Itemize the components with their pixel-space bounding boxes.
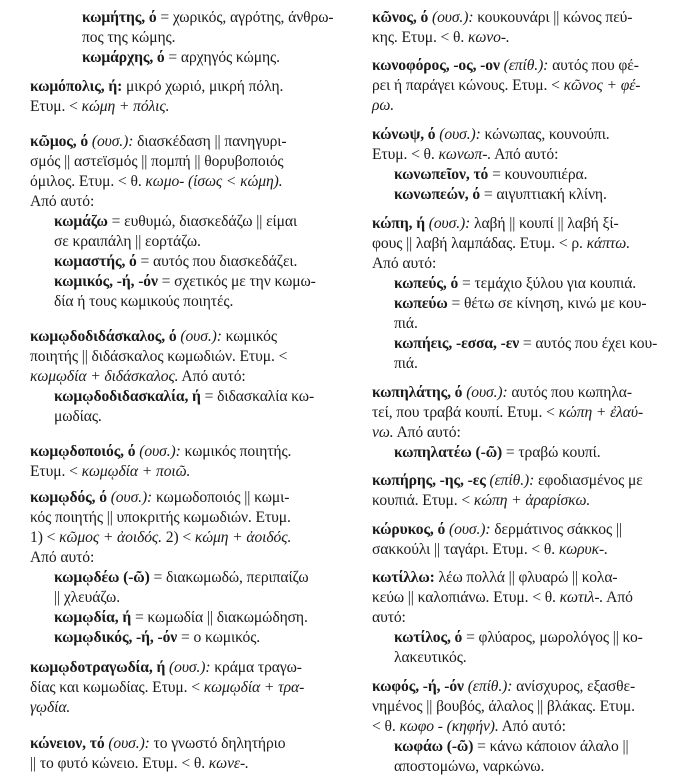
- entry-line: [54, 212, 297, 232]
- italic-text: νω.: [372, 424, 394, 441]
- definition-text: || χλευάζω.: [54, 589, 121, 606]
- definition-text: κωμικός: [221, 328, 277, 345]
- entry-line: [372, 96, 394, 116]
- definition-text: πιά.: [394, 315, 418, 332]
- definition-text: λακευτικός.: [394, 649, 467, 666]
- italic-text: κῶνος + φέ-: [563, 77, 641, 94]
- entry-line: [372, 677, 635, 697]
- definition-text: Ετυμ. <: [30, 98, 82, 115]
- entry-line: [394, 294, 646, 314]
- entry-line: [30, 488, 289, 508]
- headword: κωπήεις, -εσσα, -εν: [394, 335, 520, 352]
- headword: κωμῳδία, ή: [54, 609, 132, 626]
- headword: κωπήρης, -ης, -ες: [372, 472, 490, 489]
- definition-text: φους || λαβή λαμπάδας. Ετυμ. < ρ.: [372, 235, 587, 252]
- italic-text: (επίθ.):: [467, 678, 513, 695]
- entry-line: [394, 334, 657, 354]
- definition-text: αυτός που φέ-: [548, 57, 639, 74]
- italic-text: (ουσ.):: [428, 215, 471, 232]
- headword: κωμῳδοποιός, ό: [30, 443, 140, 460]
- entry-line: [372, 56, 639, 76]
- definition-text: 2) <: [161, 529, 195, 546]
- definition-text: κώνωπας, κουνούπι.: [480, 126, 610, 143]
- entry-line: [372, 520, 622, 540]
- definition-text: = κάνω κάποιον άλαλο ||: [473, 738, 629, 755]
- headword: κῶνος, ό: [372, 9, 432, 26]
- entry-line: [82, 8, 334, 28]
- entry-line: [372, 383, 632, 403]
- entry-line: [30, 754, 249, 774]
- entry-line: [394, 737, 629, 757]
- headword: κῶμος, ό: [30, 133, 92, 150]
- entry-line: [54, 628, 260, 648]
- definition-text: = τεμάχιο ξύλου για κουπιά.: [458, 275, 637, 292]
- definition-text: κός ποιητής || υποκριτής κωμωδιών. Ετυμ.: [30, 509, 291, 526]
- headword: κωνωπεῖον, τό: [394, 166, 489, 183]
- entry-line: [30, 678, 304, 698]
- entry-line: [394, 354, 418, 374]
- definition-text: μωδίας.: [54, 408, 102, 425]
- definition-text: αυτός που κωπηλα-: [507, 384, 632, 401]
- definition-text: Από αυτό:: [491, 146, 559, 163]
- italic-text: κώπη + ἐλαύ-: [558, 404, 644, 421]
- entry-line: [372, 697, 635, 717]
- italic-text: κώμη + ἀοιδός.: [194, 529, 292, 546]
- entry-line: [372, 717, 566, 737]
- definition-text: = ο κωμικός.: [177, 629, 261, 646]
- definition-text: κης. Ετυμ. < θ.: [372, 29, 469, 46]
- entry-line: [394, 165, 587, 185]
- definition-text: = θέτω σε κίνηση, κινώ με κου-: [447, 295, 647, 312]
- definition-text: = διακωμωδώ, περιπαίζω: [149, 569, 309, 586]
- italic-text: κωρυκ-.: [558, 541, 608, 558]
- headword: κωμάζω: [54, 213, 108, 230]
- entry-line: [30, 327, 277, 347]
- italic-text: κωνο-.: [468, 29, 510, 46]
- definition-text: κουκουνάρι || κώνος πεύ-: [473, 9, 633, 26]
- entry-line: [372, 234, 630, 254]
- definition-text: λέω πολλά || φλυαρώ || κολα-: [434, 569, 618, 586]
- headword: κωπεύω: [394, 295, 448, 312]
- headword: κωμῳδοτραγωδία, ή: [30, 659, 170, 676]
- entry-line: [30, 658, 302, 678]
- definition-text: σε κραιπάλη || εορτάζω.: [54, 233, 201, 250]
- entry-line: [372, 491, 590, 511]
- italic-text: (ουσ.):: [449, 521, 491, 538]
- entry-line: [394, 757, 544, 777]
- headword: κωτίλλω:: [372, 569, 435, 586]
- definition-text: ανίσχυρος, εξασθε-: [512, 678, 636, 695]
- italic-text: (ουσ.):: [432, 9, 474, 26]
- definition-text: = αυτός που διασκεδάζει.: [136, 253, 298, 270]
- entry-line: [372, 540, 608, 560]
- headword: κωπεύς, ό: [394, 275, 459, 292]
- headword: κωμῳδοδιδάσκαλος, ό: [30, 328, 181, 345]
- definition-text: ρει ή παράγει κώνους. Ετυμ. <: [372, 77, 564, 94]
- entry-line: [54, 588, 120, 608]
- headword: κωμῳδός, ό: [30, 489, 111, 506]
- definition-text: Από αυτό:: [498, 718, 566, 735]
- definition-text: = ευθυμώ, διασκεδάζω || είμαι: [107, 213, 298, 230]
- italic-text: (ουσ.):: [169, 659, 211, 676]
- italic-text: (ουσ.):: [108, 735, 150, 752]
- headword: κωπηλατέω (-ῶ): [394, 444, 503, 461]
- headword: κωφάω (-ῶ): [394, 738, 474, 755]
- entry-line: [394, 648, 467, 668]
- italic-text: ρω.: [372, 97, 395, 114]
- entry-line: [54, 387, 314, 407]
- italic-text: κωτιλ-.: [559, 589, 604, 606]
- entry-line: [372, 471, 643, 491]
- definition-text: = τραβώ κουπί.: [502, 444, 601, 461]
- entry-line: [30, 132, 286, 152]
- entry-line: [30, 698, 70, 718]
- definition-text: Ετυμ. < θ.: [372, 146, 439, 163]
- definition-text: διασκέδαση || πανηγυρι-: [133, 133, 287, 150]
- headword: κωμάρχης, ό: [82, 49, 165, 66]
- definition-text: Από: [603, 589, 633, 606]
- italic-text: κωμῳδία + διδάσκαλος.: [30, 368, 179, 385]
- entry-line: [372, 423, 461, 443]
- entry-line: [54, 252, 297, 272]
- definition-text: 1) <: [30, 529, 60, 546]
- entry-line: [54, 568, 309, 588]
- definition-text: = σχετικός με την κωμω-: [157, 273, 316, 290]
- entry-line: [394, 185, 607, 205]
- definition-text: δερμάτινος σάκκος ||: [490, 521, 622, 538]
- entry-line: [30, 77, 283, 97]
- entry-line: [54, 608, 308, 628]
- italic-text: κωνε-.: [208, 755, 249, 772]
- headword: κωτίλος, ό: [394, 629, 463, 646]
- entry-line: [30, 347, 287, 367]
- definition-text: Από αυτό:: [393, 424, 461, 441]
- definition-text: λαβή || κουπί || λαβή ξί-: [470, 215, 619, 232]
- entry-line: [372, 214, 619, 234]
- definition-text: εφοδιασμένος με: [534, 472, 643, 489]
- italic-text: (επίθ.):: [503, 57, 549, 74]
- definition-text: κράμα τραγω-: [210, 659, 302, 676]
- definition-text: μικρό χωριό, μικρή πόλη.: [122, 78, 284, 95]
- entry-line: [30, 367, 246, 387]
- italic-text: κωμῳδία + τρα-: [203, 679, 305, 696]
- headword: κώρυκος, ό: [372, 521, 450, 538]
- definition-text: Από αυτό:: [178, 368, 246, 385]
- italic-text: (ουσ.):: [110, 489, 153, 506]
- italic-text: κώπη + ἀραρίσκω.: [473, 492, 591, 509]
- entry-line: [30, 172, 283, 192]
- headword: κωμῳδικός, -ή, -όν: [54, 629, 178, 646]
- italic-text: κωφο - (κηφήν).: [399, 718, 499, 735]
- italic-text: (ουσ.):: [139, 443, 181, 460]
- entry-line: [54, 232, 201, 252]
- definition-text: κωμωδοποιός || κωμι-: [152, 489, 290, 506]
- italic-text: κωνωπ-.: [438, 146, 492, 163]
- entry-line: [394, 274, 636, 294]
- definition-text: ποιητής || διδάσκαλος κωμωδιών. Ετυμ. <: [30, 348, 288, 365]
- definition-text: = αυτός που έχει κου-: [519, 335, 658, 352]
- italic-text: κώμη + πόλις.: [81, 98, 170, 115]
- entry-line: [372, 28, 510, 48]
- definition-text: πιά.: [394, 355, 418, 372]
- headword: κωμῳδοδιδασκαλία, ή: [54, 388, 201, 405]
- definition-text: νημένος || βουβός, άλαλος || βλάκας. Ετυμ.: [372, 698, 635, 715]
- definition-text: όμιλος. Ετυμ. < θ.: [30, 173, 146, 190]
- definition-text: Από αυτό:: [372, 255, 437, 272]
- italic-text: κωμο- (ίσως < κώμη).: [145, 173, 283, 190]
- entry-line: [30, 734, 285, 754]
- entry-line: [54, 272, 316, 292]
- definition-text: σακκούλι || ταγάρι. Ετυμ. < θ.: [372, 541, 559, 558]
- headword: κωμαστής, ό: [54, 253, 137, 270]
- entry-line: [82, 48, 280, 68]
- definition-text: = αιγυπτιακή κλίνη.: [480, 186, 607, 203]
- italic-text: γῳδία.: [30, 699, 71, 716]
- italic-text: (επίθ.):: [489, 472, 535, 489]
- italic-text: κάπτω.: [586, 235, 630, 252]
- headword: κωπηλάτης, ό: [372, 384, 467, 401]
- headword: κώπη, ή: [372, 215, 429, 232]
- entry-line: [54, 292, 233, 312]
- definition-text: κουπιά. Ετυμ. <: [372, 492, 474, 509]
- headword: κώνειον, τό: [30, 735, 109, 752]
- headword: κωμῳδέω (-ῶ): [54, 569, 150, 586]
- definition-text: δία ή τους κωμικούς ποιητές.: [54, 293, 234, 310]
- entry-line: [372, 568, 618, 588]
- italic-text: (ουσ.):: [466, 384, 508, 401]
- entry-line: [30, 528, 291, 548]
- entry-line: [30, 548, 94, 568]
- italic-text: (ουσ.):: [439, 126, 481, 143]
- entry-line: [30, 462, 190, 482]
- italic-text: κωμῳδία + ποιῶ.: [81, 463, 191, 480]
- entry-line: [30, 152, 283, 172]
- definition-text: κωμικός ποιητής.: [180, 443, 292, 460]
- headword: κωφός, -ή, -όν: [372, 678, 468, 695]
- definition-text: = διδασκαλία κω-: [200, 388, 315, 405]
- definition-text: < θ.: [372, 718, 400, 735]
- definition-text: κεύω || καλοπιάνω. Ετυμ. < θ.: [372, 589, 560, 606]
- entry-line: [30, 442, 291, 462]
- definition-text: αυτό:: [372, 609, 406, 626]
- entry-line: [82, 28, 175, 48]
- entry-line: [30, 508, 291, 528]
- definition-text: = φλύαρος, μωρολόγος || κο-: [462, 629, 643, 646]
- headword: κωμικός, -ή, -όν: [54, 273, 158, 290]
- entry-line: [372, 145, 558, 165]
- definition-text: = κωμωδία || διακωμώδηση.: [131, 609, 308, 626]
- entry-line: [394, 443, 601, 463]
- entry-line: [372, 8, 632, 28]
- definition-text: αποστομώνω, ναρκώνω.: [394, 758, 545, 775]
- italic-text: κῶμος + ἀοιδός.: [59, 529, 162, 546]
- entry-line: [372, 254, 436, 274]
- entry-line: [394, 314, 418, 334]
- entry-line: [30, 192, 94, 212]
- headword: κωμήτης, ό: [82, 9, 157, 26]
- entry-line: [30, 97, 169, 117]
- italic-text: (ουσ.):: [91, 133, 134, 150]
- entry-line: [372, 608, 406, 628]
- entry-line: [372, 125, 610, 145]
- headword: κωνωπεών, ό: [394, 186, 481, 203]
- entry-line: [54, 407, 102, 427]
- entry-line: [394, 628, 643, 648]
- definition-text: Ετυμ. <: [30, 463, 82, 480]
- italic-text: (ουσ.):: [180, 328, 222, 345]
- headword: κωνοφόρος, -ος, -ον: [372, 57, 504, 74]
- definition-text: το γνωστό δηλητήριο: [149, 735, 286, 752]
- definition-text: || το φυτό κώνειο. Ετυμ. < θ.: [30, 755, 209, 772]
- definition-text: δίας και κωμωδίας. Ετυμ. <: [30, 679, 204, 696]
- definition-text: πος της κώμης.: [82, 29, 176, 46]
- entry-line: [372, 76, 640, 96]
- definition-text: σμός || αστεϊσμός || πομπή || θορυβοποιός: [30, 153, 284, 170]
- definition-text: = αρχηγός κώμης.: [164, 49, 280, 66]
- entry-line: [372, 588, 633, 608]
- entry-line: [372, 403, 643, 423]
- definition-text: = κουνουπιέρα.: [488, 166, 588, 183]
- definition-text: = χωρικός, αγρότης, άνθρω-: [156, 9, 334, 26]
- headword: κωμόπολις, ή:: [30, 78, 123, 95]
- definition-text: Από αυτό:: [30, 549, 95, 566]
- definition-text: Από αυτό:: [30, 193, 95, 210]
- definition-text: τεί, που τραβά κουπί. Ετυμ. <: [372, 404, 559, 421]
- headword: κώνωψ, ό: [372, 126, 440, 143]
